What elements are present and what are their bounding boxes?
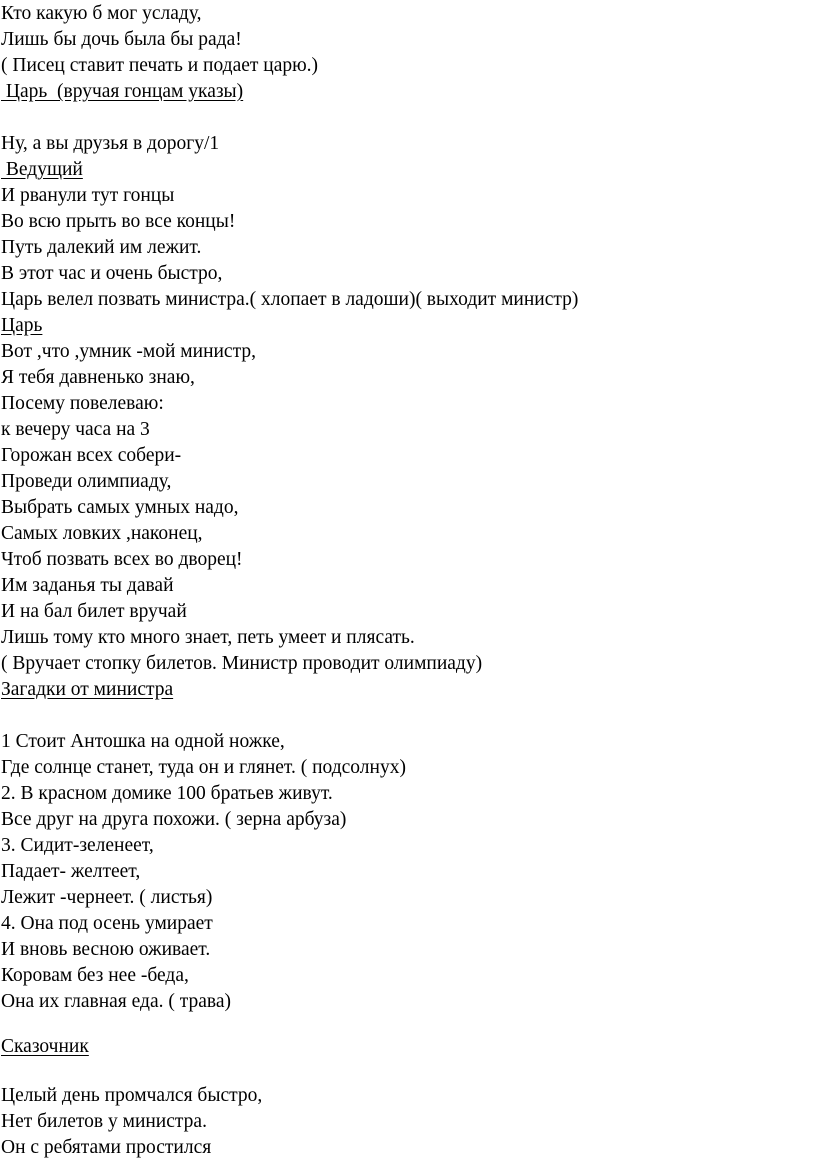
text-line: Самых ловких ,наконец, [1, 523, 203, 544]
text-line: Кто какую б мог усладу, [1, 3, 202, 24]
text-line: Лишь тому кто много знает, петь умеет и плясать. [1, 627, 415, 648]
speaker-heading: Царь [1, 315, 43, 336]
speaker-heading: Царь (вручая гонцам указы) [1, 81, 244, 102]
text-line: Во всю прыть во все концы! [1, 211, 236, 232]
text-line: Проведи олимпиаду, [1, 471, 172, 492]
text-line: И рванули тут гонцы [1, 185, 175, 206]
text-line: Он с ребятами простился [1, 1137, 212, 1158]
riddle-line: Все друг на друга похожи. ( зерна арбуза) [1, 809, 347, 830]
text-line: Лишь бы дочь была бы рада! [1, 29, 242, 50]
text-line: Посему повелеваю: [1, 393, 164, 414]
text-line: Вот ,что ,умник -мой министр, [1, 341, 256, 362]
riddle-line: 3. Сидит-зеленеет, [1, 835, 154, 856]
riddle-line: Где солнце станет, туда он и глянет. ( подсолнух) [1, 757, 406, 778]
riddle-line: 2. В красном домике 100 братьев живут. [1, 783, 333, 804]
section-heading: Загадки от министра [1, 679, 174, 700]
text-line: Горожан всех собери- [1, 445, 182, 466]
text-line: Путь далекий им лежит. [1, 237, 202, 258]
text-line: к вечеру часа на 3 [1, 419, 150, 440]
riddle-line: Она их главная еда. ( трава) [1, 991, 232, 1012]
stage-direction: ( Писец ставит печать и подает царю.) [1, 55, 319, 76]
text-line: Нет билетов у министра. [1, 1111, 207, 1132]
text-line: Я тебя давненько знаю, [1, 367, 195, 388]
riddle-line: 1 Стоит Антошка на одной ножке, [1, 731, 285, 752]
text-line: В этот час и очень быстро, [1, 263, 223, 284]
riddle-line: Коровам без нее -беда, [1, 965, 189, 986]
speaker-heading: Ведущий [1, 159, 83, 180]
text-line: Ну, а вы друзья в дорогу/1 [1, 133, 220, 154]
riddle-line: Лежит -чернеет. ( листья) [1, 887, 213, 908]
text-line: Целый день промчался быстро, [1, 1085, 263, 1106]
riddle-line: Падает- желтеет, [1, 861, 141, 882]
riddle-line: 4. Она под осень умирает [1, 913, 213, 934]
text-line: И на бал билет вручай [1, 601, 187, 622]
speaker-heading: Сказочник [1, 1036, 89, 1057]
text-line: Чтоб позвать всех во дворец! [1, 549, 243, 570]
text-line: Царь велел позвать министра.( хлопает в ладоши)( выходит министр) [1, 289, 579, 310]
riddle-line: И вновь весною оживает. [1, 939, 211, 960]
text-line: Выбрать самых умных надо, [1, 497, 239, 518]
stage-direction: ( Вручает стопку билетов. Министр проводит олимпиаду) [1, 653, 483, 674]
text-line: Им заданья ты давай [1, 575, 174, 596]
